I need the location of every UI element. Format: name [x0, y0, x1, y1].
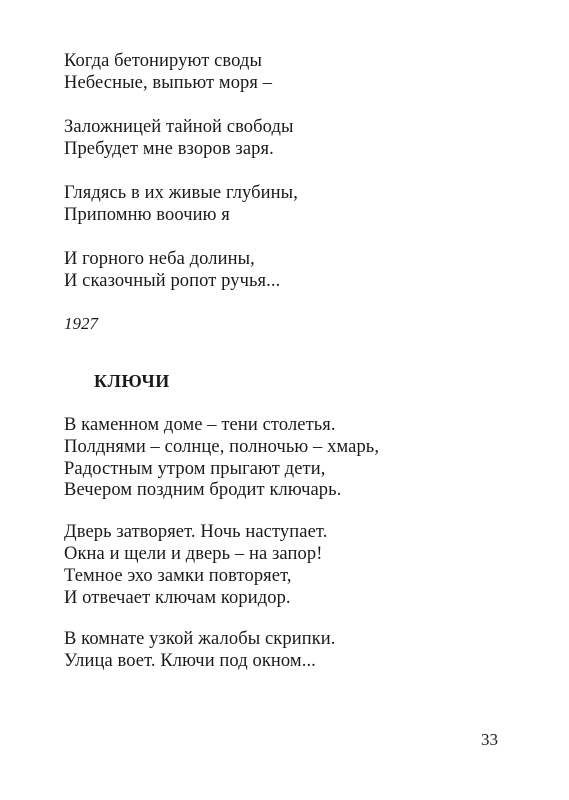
poem-line: Небесные, выпьют моря – — [64, 72, 273, 93]
poem-date: 1927 — [64, 314, 98, 333]
poem-title: КЛЮЧИ — [94, 371, 170, 391]
page-number: 33 — [481, 730, 498, 749]
poem-line: И горного неба долины, — [64, 249, 255, 269]
poem-line: Глядясь в их живые глубины, — [64, 183, 298, 203]
poem-line: Заложницей тайной свободы — [64, 117, 294, 137]
poem-line: И отвечает ключам коридор. — [64, 587, 291, 608]
poem-line: И сказочный ропот ручья... — [64, 270, 281, 291]
poem-line: Пребудет мне взоров заря. — [64, 138, 274, 159]
stanza — [64, 117, 524, 160]
poem-line: Полднями – солнце, полночью – хмарь, — [64, 436, 380, 457]
poem-line: Темное эхо замки повторяет, — [64, 565, 292, 586]
stanza — [64, 629, 524, 673]
poem-continued — [64, 51, 524, 334]
stanza — [64, 183, 524, 226]
poem-line: Припомню воочию я — [64, 204, 230, 225]
stanza — [64, 415, 524, 502]
stanza — [64, 249, 524, 292]
poem-line: Вечером поздним бродит ключарь. — [64, 480, 342, 501]
stanza — [64, 522, 524, 609]
poem-line: Радостным утром прыгают дети, — [64, 458, 326, 479]
poem-line: Дверь затворяет. Ночь наступает. — [64, 522, 328, 543]
stanza — [64, 51, 524, 94]
poem-keys — [64, 415, 524, 693]
poem-line: Когда бетонируют своды — [64, 51, 262, 71]
poem-line: Улица воет. Ключи под окном... — [64, 651, 316, 672]
poem-line: Окна и щели и дверь – на запор! — [64, 543, 323, 564]
poem-line: В каменном доме – тени столетья. — [64, 415, 336, 435]
poem-line: В комнате узкой жалобы скрипки. — [64, 629, 336, 650]
